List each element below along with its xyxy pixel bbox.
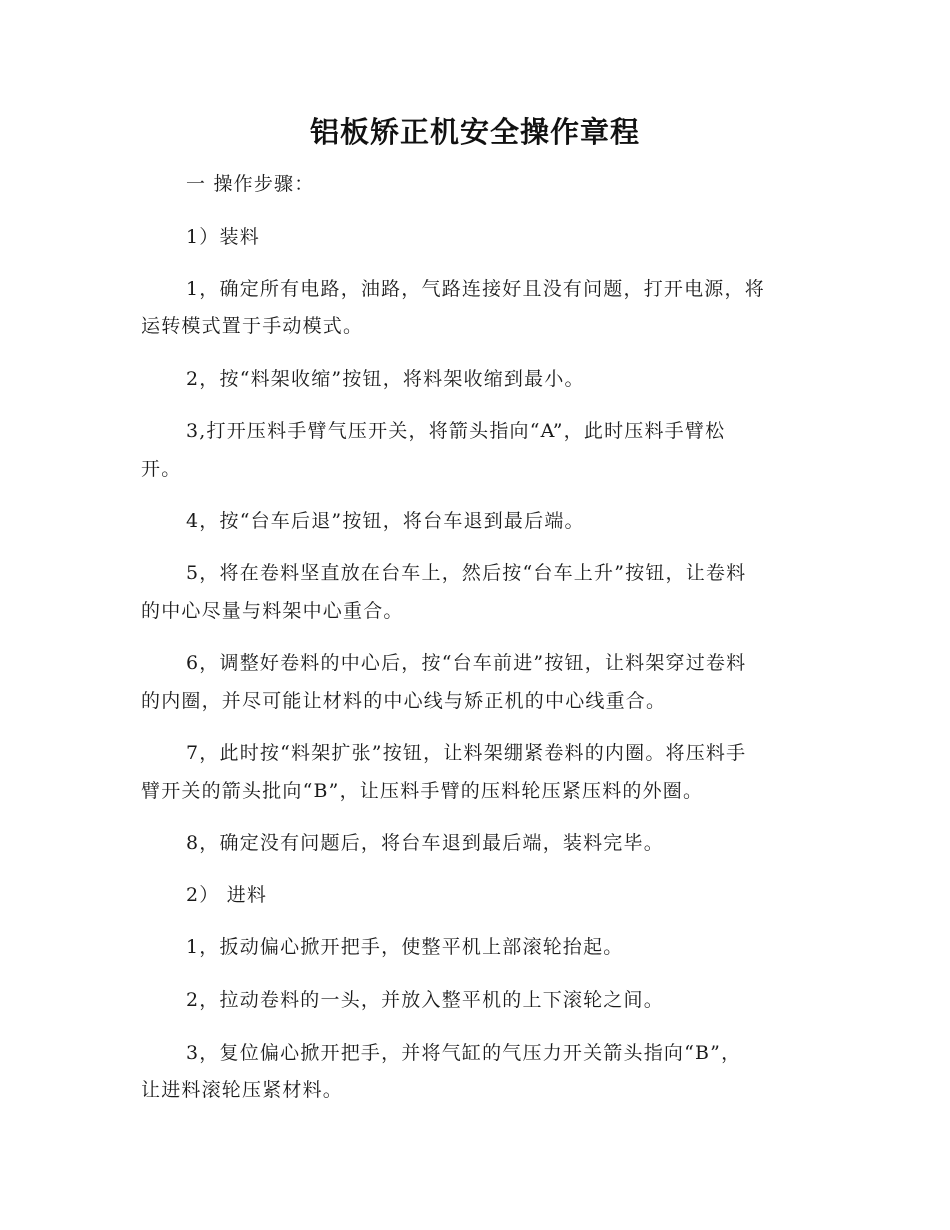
paragraph-line: 1，确定所有电路，油路，气路连接好且没有问题，打开电源，将: [186, 278, 765, 300]
paragraph-line: 6，调整好卷料的中心后，按“台车前进”按钮，让料架穿过卷料: [186, 652, 747, 674]
paragraph-line: 8，确定没有问题后，将台车退到最后端，装料完毕。: [186, 832, 664, 854]
paragraph-line: 的内圈，并尽可能让材料的中心线与矫正机的中心线重合。: [141, 690, 667, 712]
paragraph-line: 4，按“台车后退”按钮，将台车退到最后端。: [186, 510, 585, 532]
paragraph-line: 开。: [141, 458, 182, 480]
paragraph-line: 2，按“料架收缩”按钮，将料架收缩到最小。: [186, 368, 585, 390]
subsection-heading: 1）装料: [186, 226, 260, 248]
paragraph-line: 运转模式置于手动模式。: [141, 315, 364, 337]
paragraph-line: 臂开关的箭头批向“B”，让压料手臂的压料轮压紧压料的外圈。: [141, 780, 704, 802]
document-title: 铝板矫正机安全操作章程: [309, 115, 640, 149]
paragraph-line: 的中心尽量与料架中心重合。: [141, 600, 404, 622]
subsection-heading: 2） 进料: [186, 884, 268, 906]
section-heading: 一 操作步骤：: [186, 173, 315, 195]
paragraph-line: 让进料滚轮压紧材料。: [141, 1079, 344, 1101]
paragraph-line: 2，拉动卷料的一头，并放入整平机的上下滚轮之间。: [186, 989, 664, 1011]
paragraph-line: 1，扳动偏心掀开把手，使整平机上部滚轮抬起。: [186, 936, 624, 958]
paragraph-line: 5，将在卷料坚直放在台车上，然后按“台车上升”按钮，让卷料: [186, 562, 747, 584]
paragraph-line: 3，复位偏心掀开把手，并将气缸的气压力开关箭头指向“B”，: [186, 1042, 742, 1064]
paragraph-line: 3,打开压料手臂气压开关，将箭头指向“A”，此时压料手臂松: [186, 420, 726, 442]
paragraph-line: 7，此时按“料架扩张”按钮，让料架绷紧卷料的内圈。将压料手: [186, 742, 747, 764]
